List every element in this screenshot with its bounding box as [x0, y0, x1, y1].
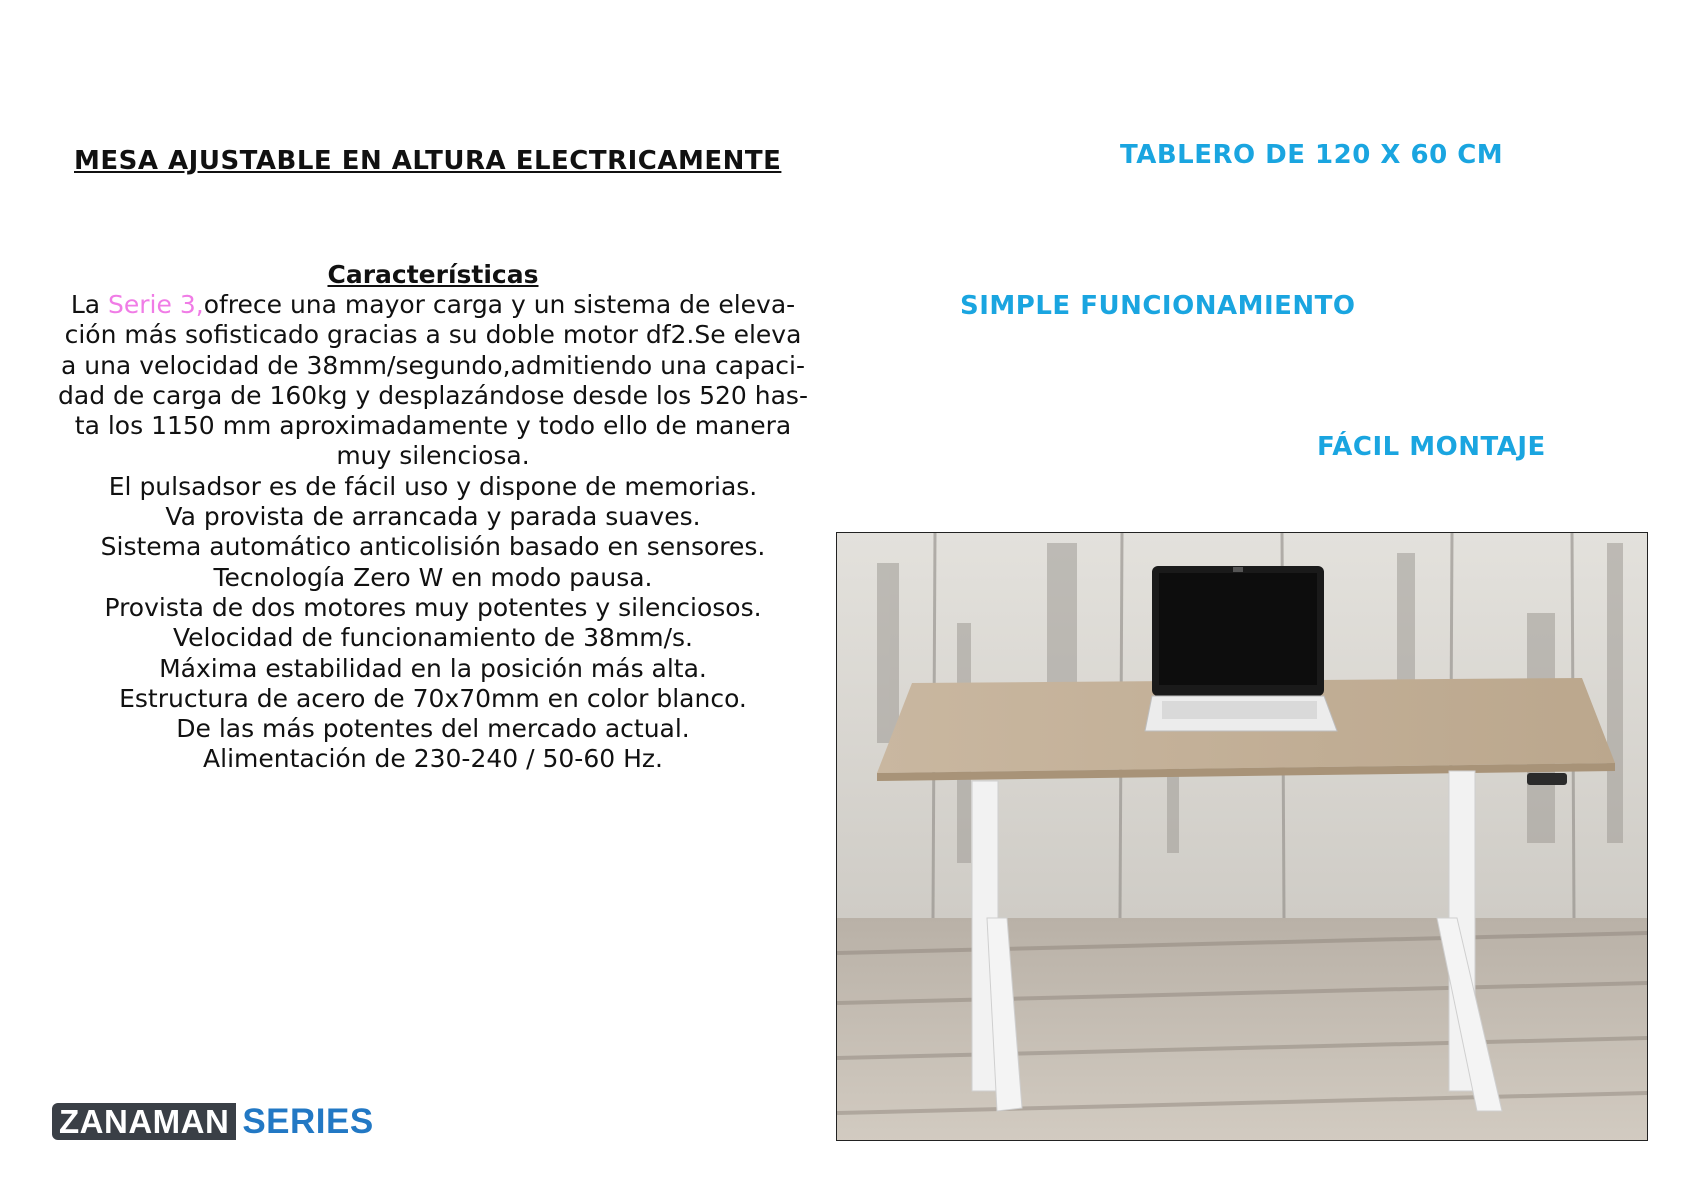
features-heading: Características — [327, 260, 539, 289]
brand-logo — [52, 1103, 374, 1140]
feature-line: Va provista de arrancada y parada suaves. — [165, 502, 701, 532]
assembly-tag: FÁCIL MONTAJE — [1317, 432, 1546, 462]
feature-line: Alimentación de 230-240 / 50-60 Hz. — [203, 744, 663, 774]
feature-line: Sistema automático anticolisión basado en sensores. — [100, 532, 766, 562]
intro-line: muy silenciosa. — [336, 441, 530, 471]
intro-line: a una velocidad de 38mm/segundo,admitiendo una capaci- — [60, 350, 806, 380]
feature-line: De las más potentes del mercado actual. — [176, 714, 690, 744]
standing-desk-illustration — [837, 533, 1648, 1141]
intro-line-1-rest: ofrece una mayor carga y un sistema de eleva- — [203, 290, 796, 319]
logo-suffix: SERIES — [242, 1101, 374, 1141]
features-description — [40, 290, 826, 775]
feature-line: Provista de dos motores muy potentes y silenciosos. — [104, 592, 762, 622]
intro-line: dad de carga de 160kg y desplazándose desde los 520 has- — [58, 380, 808, 410]
feature-line: Velocidad de funcionamiento de 38mm/s. — [173, 623, 693, 653]
intro-line: ción más sofisticado gracias a su doble motor df2.Se eleva — [64, 320, 802, 350]
product-photo — [836, 532, 1648, 1141]
logo-brand: ZANAMAN — [52, 1103, 236, 1140]
series-highlight: Serie 3, — [108, 290, 204, 319]
intro-line: ta los 1150 mm aproximadamente y todo ello de manera — [74, 411, 792, 441]
board-size-tag: TABLERO DE 120 X 60 CM — [1120, 140, 1504, 170]
feature-line: Máxima estabilidad en la posición más alta. — [159, 653, 707, 683]
intro-line-1 — [40, 290, 826, 320]
intro-prefix: La — [70, 290, 109, 319]
feature-line: Tecnología Zero W en modo pausa. — [213, 562, 653, 592]
operation-tag: SIMPLE FUNCIONAMIENTO — [960, 291, 1356, 321]
document-title: MESA AJUSTABLE EN ALTURA ELECTRICAMENTE — [74, 146, 782, 176]
feature-line: Estructura de acero de 70x70mm en color blanco. — [119, 683, 747, 713]
feature-line: El pulsadsor es de fácil uso y dispone de memorias. — [108, 471, 758, 501]
